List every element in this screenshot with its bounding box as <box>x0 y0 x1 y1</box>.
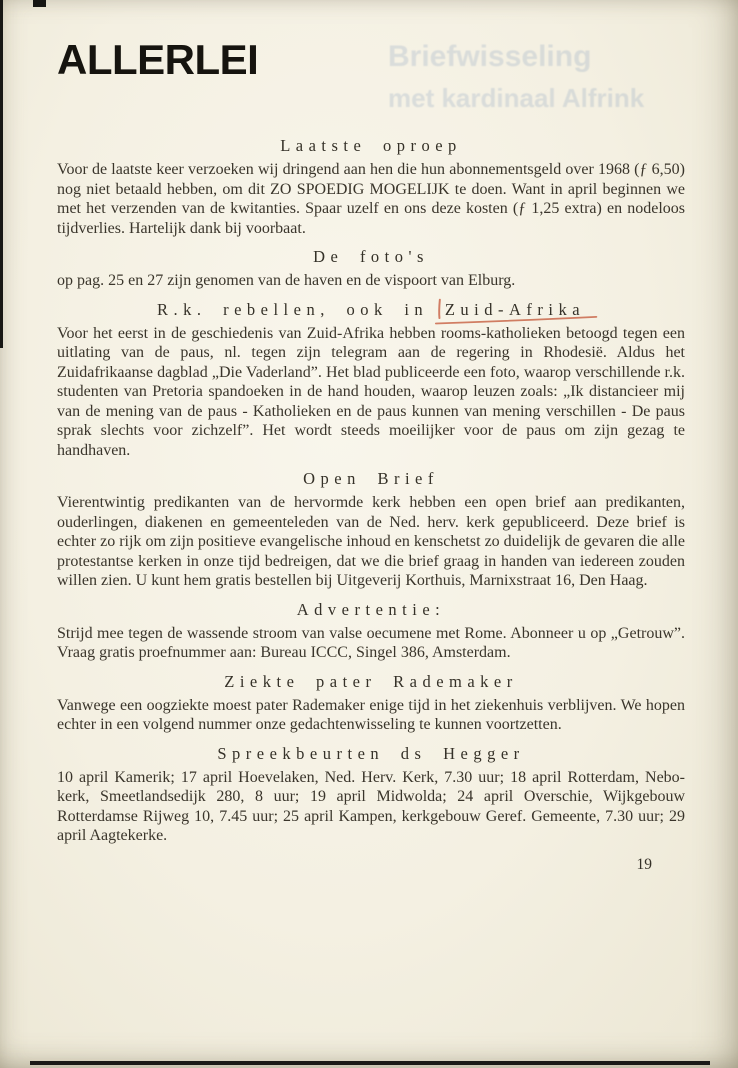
paragraph: Vanwege een oogziekte moest pater Rademaker enige tijd in het ziekenhuis verblijven. We hopen echter in een volgend nummer onze gedachtenwisseling te kunnen voortzetten. <box>57 696 685 733</box>
section-heading: Spreekbeurten ds Hegger <box>217 743 525 763</box>
paragraph: op pag. 25 en 27 zijn genomen van de haven en de vispoort van Elburg. <box>57 272 516 289</box>
paragraph: Voor het eerst in de geschiedenis van Zuid-Afrika hebben rooms-katholieken betoogd tegen een uitlating van de paus, nl. tegen zijn telegram aan de regering in Rhodesië. Aldus het Zuidafrikaanse dagblad „Die Vaderland”. Het blad publiceerde een foto, waarop verschillende r.k. studenten van Pretoria spandoeken in de hand houden, waarop leuzen zoals: „Ik distancieer mij van de mening van de paus - Katholieken en de paus kunnen van mening verschillen - De paus sprak slechts voor zichzelf”. Het wordt steeds moeilijker voor de paus om zijn gezag te handhaven. <box>57 324 685 459</box>
section-open-brief <box>57 469 685 591</box>
scan-edge-top-mark <box>33 0 46 7</box>
section-ziekte-rademaker <box>57 672 685 735</box>
section-heading: Advertentie: <box>296 599 446 619</box>
heading-pre-text: R.k. rebellen, ook in <box>156 299 429 319</box>
section-advertentie <box>57 600 685 663</box>
marked-heading-zuid-afrika <box>445 300 585 319</box>
paragraph: Vierentwintig predikanten van de hervormde kerk hebben een open brief aan predikanten, ouderlingen, diakenen en gemeenteleden van de Ned. herv. kerk gepubliceerd. Deze brief is echter zo rijk om zijn positieve evangelische inhoud en kenschetst zo duidelijk de gevaren die alle protestantse kerken in onze tijd bedreigen, dat we die brief graag in handen van iedereen zouden willen zien. U kunt hem gratis bestellen bij Uitgeverij Korthuis, Marnixstraat 16, Den Haag. <box>57 494 685 589</box>
page-number: 19 <box>636 855 652 873</box>
paragraph: Strijd mee tegen de wassende stroom van valse oecumene met Rome. Abonneer u op „Getrouw”. Vraag gratis proefnummer aan: Bureau ICCC, Singel 386, Amsterdam. <box>57 624 685 661</box>
section-rk-rebellen <box>57 300 685 461</box>
paragraph: Voor de laatste keer verzoeken wij dringend aan hen die hun abonnementsgeld over 1968 (ƒ 6,50) nog niet betaald hebben, om dit ZO SPOEDIG MOGELIJK te doen. Want in april beginnen we met het verzenden van de kwitanties. Spaar uzelf en ons deze kosten (ƒ 1,25 extra) en nodeloos tijdverlies. Hartelijk dank bij voorbaat. <box>57 161 685 237</box>
page-title: ALLERLEI <box>57 36 259 83</box>
section-laatste-oproep <box>57 136 685 238</box>
red-pencil-mark <box>433 297 599 327</box>
scan-edge-left <box>0 0 3 348</box>
section-heading: De foto's <box>313 247 429 266</box>
bleed-through-line-2: met kardinaal Alfrink <box>388 83 645 113</box>
section-heading: Ziekte pater Rademaker <box>224 671 518 691</box>
section-de-fotos <box>57 247 685 291</box>
scan-edge-bottom <box>30 1061 710 1065</box>
content-column <box>57 136 685 846</box>
paragraph: 10 april Kamerik; 17 april Hoevelaken, Ned. Herv. Kerk, 7.30 uur; 18 april Rotterdam, Nebo-kerk, Smeetlandsedijk 280, 8 uur; 19 april Midwolda; 24 april Overschie, Wijkgebouw Rotterdamse Rijweg 10, 7.45 uur; 25 april Kampen, kerkgebouw Geref. Gemeente, 7.30 uur; 29 april Aagtekerke. <box>57 768 685 844</box>
heading-marked-text: Zuid-Afrika <box>444 299 586 319</box>
bleed-through-line-1: Briefwisseling <box>388 40 592 73</box>
section-spreekbeurten-hegger <box>57 744 685 846</box>
section-heading: Open Brief <box>303 469 439 488</box>
section-heading: Laatste oproep <box>280 136 462 155</box>
section-heading <box>57 300 685 320</box>
